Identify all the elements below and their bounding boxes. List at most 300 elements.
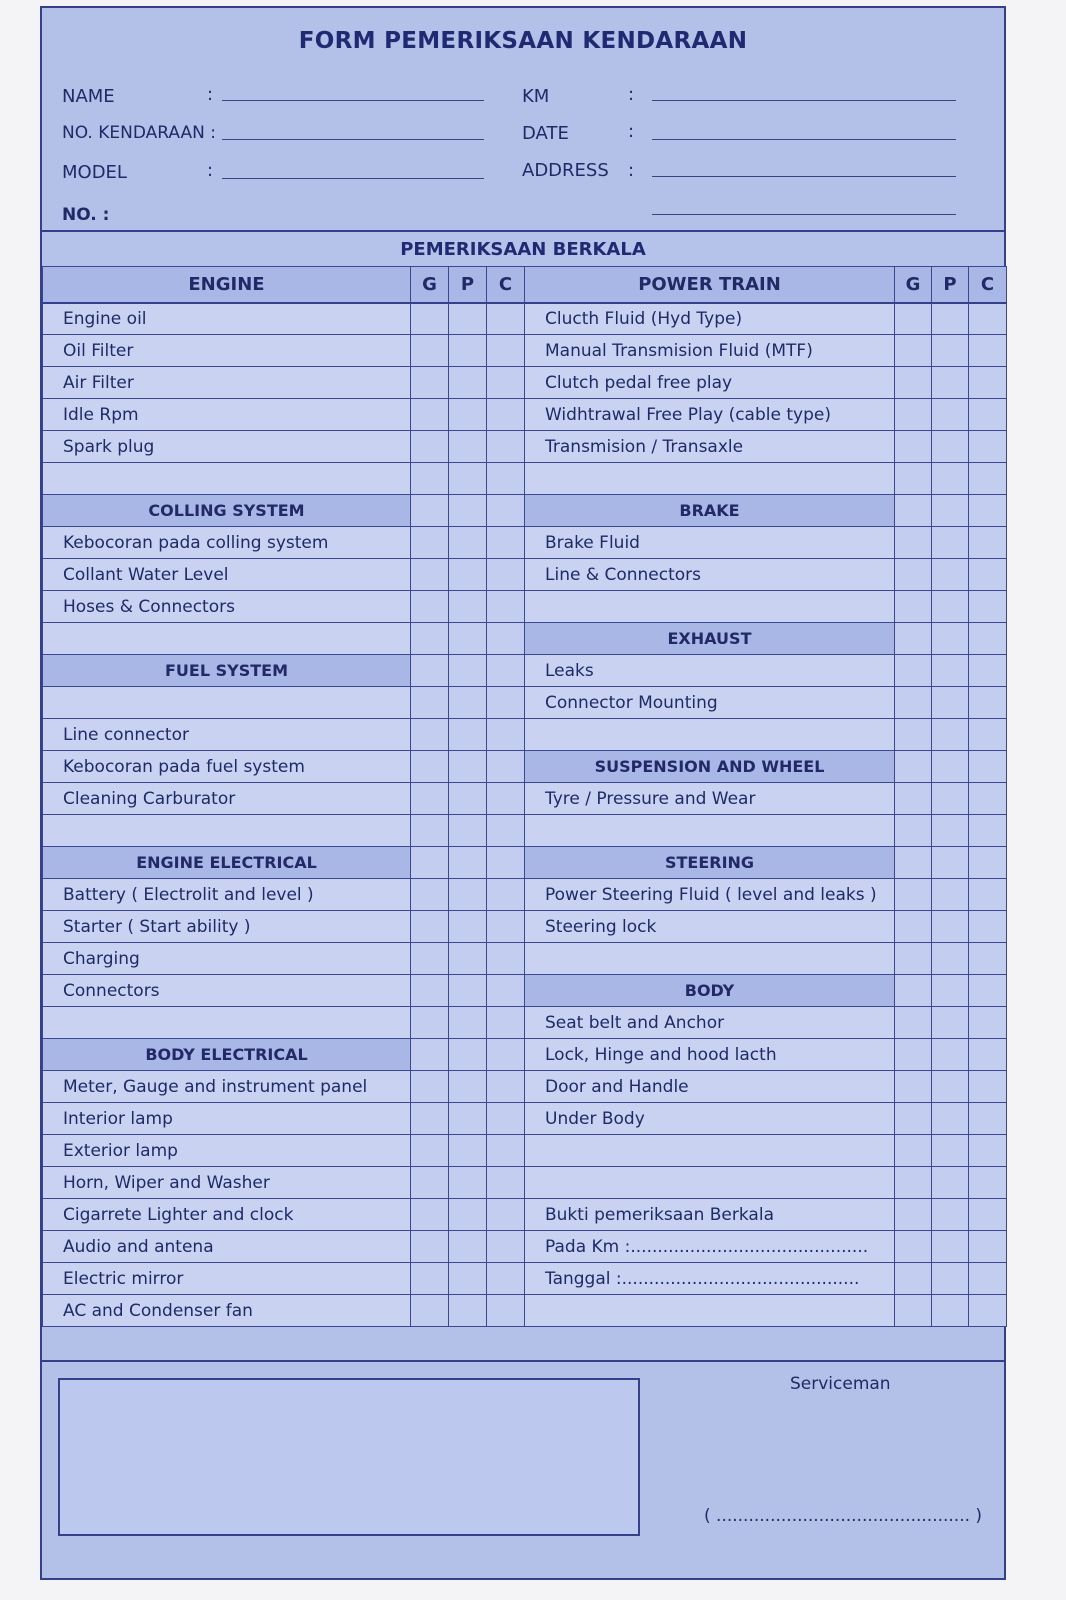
checkbox-g[interactable] [411, 495, 449, 527]
checkbox-c[interactable] [487, 943, 525, 975]
inspection-form [40, 6, 1006, 1580]
checkbox-c[interactable] [487, 335, 525, 367]
section-header: BRAKE [525, 495, 895, 527]
checkbox-c[interactable] [969, 1231, 1007, 1263]
notes-box[interactable] [58, 1378, 640, 1536]
checkbox-p[interactable] [932, 591, 969, 623]
checklist-row [525, 1199, 1007, 1231]
checklist-item-label [525, 1167, 895, 1199]
checklist-item-label: Steering lock [525, 911, 895, 943]
checkbox-p[interactable] [449, 911, 487, 943]
checkbox-c[interactable] [969, 303, 1007, 335]
checklist-item-label: Line & Connectors [525, 559, 895, 591]
left-checklist-table [42, 266, 525, 1327]
section-header: SUSPENSION AND WHEEL [525, 751, 895, 783]
checklist-row [525, 719, 1007, 751]
checkbox-g[interactable] [411, 879, 449, 911]
checkbox-c[interactable] [487, 1071, 525, 1103]
checkbox-p[interactable] [449, 783, 487, 815]
checkbox-p[interactable] [449, 879, 487, 911]
checkbox-c[interactable] [487, 1263, 525, 1295]
checkbox-g[interactable] [895, 783, 932, 815]
section-header: ENGINE ELECTRICAL [43, 847, 411, 879]
checkbox-g[interactable] [411, 751, 449, 783]
checkbox-p[interactable] [932, 879, 969, 911]
checkbox-p[interactable] [932, 1103, 969, 1135]
checkbox-c[interactable] [487, 303, 525, 335]
checklist-row [43, 463, 525, 495]
checkbox-p[interactable] [449, 719, 487, 751]
address-field[interactable] [652, 176, 956, 177]
checkbox-p[interactable] [449, 687, 487, 719]
checkbox-p[interactable] [932, 303, 969, 335]
checklist-row [43, 975, 525, 1007]
checkbox-p[interactable] [932, 1039, 969, 1071]
checkbox-p[interactable] [932, 943, 969, 975]
checkbox-g[interactable] [895, 431, 932, 463]
checkbox-c[interactable] [969, 911, 1007, 943]
checklist-row [525, 367, 1007, 399]
checkbox-p[interactable] [932, 1231, 969, 1263]
checkbox-c[interactable] [487, 463, 525, 495]
checkbox-p[interactable] [932, 1295, 969, 1327]
address-colon: : [628, 160, 635, 181]
section-row [43, 1039, 525, 1071]
section-row [525, 751, 1007, 783]
checkbox-g[interactable] [411, 1071, 449, 1103]
checkbox-c[interactable] [969, 751, 1007, 783]
checklist-row [525, 1263, 1007, 1295]
checkbox-p[interactable] [932, 847, 969, 879]
checkbox-c[interactable] [969, 527, 1007, 559]
checklist-item-label [525, 719, 895, 751]
checkbox-c[interactable] [487, 591, 525, 623]
checkbox-p[interactable] [449, 399, 487, 431]
checkbox-c[interactable] [969, 559, 1007, 591]
right-checklist-table [524, 266, 1007, 1327]
checkbox-g[interactable] [895, 687, 932, 719]
checklist-row [525, 943, 1007, 975]
checklist-item-label [525, 815, 895, 847]
checkbox-c[interactable] [969, 399, 1007, 431]
checkbox-p[interactable] [932, 1167, 969, 1199]
checkbox-g[interactable] [411, 1167, 449, 1199]
checkbox-p[interactable] [449, 815, 487, 847]
signature-line[interactable]: ( ............................................... ) [704, 1506, 983, 1526]
checkbox-c[interactable] [487, 815, 525, 847]
checkbox-g[interactable] [411, 559, 449, 591]
checkbox-g[interactable] [895, 1199, 932, 1231]
checkbox-p[interactable] [932, 431, 969, 463]
checkbox-g[interactable] [895, 1135, 932, 1167]
checklist-row [43, 1231, 525, 1263]
checkbox-p[interactable] [932, 1199, 969, 1231]
checkbox-g[interactable] [411, 655, 449, 687]
col-g-header: G [411, 267, 449, 303]
checkbox-c[interactable] [969, 1007, 1007, 1039]
checkbox-g[interactable] [411, 623, 449, 655]
checkbox-c[interactable] [969, 719, 1007, 751]
checkbox-p[interactable] [449, 1199, 487, 1231]
form-title: FORM PEMERIKSAAN KENDARAAN [298, 28, 748, 54]
checkbox-c[interactable] [969, 1039, 1007, 1071]
checkbox-c[interactable] [969, 1103, 1007, 1135]
checkbox-c[interactable] [487, 559, 525, 591]
engine-header: ENGINE [43, 267, 411, 303]
date-colon: : [628, 121, 635, 142]
checkbox-c[interactable] [969, 783, 1007, 815]
checkbox-g[interactable] [411, 783, 449, 815]
checkbox-p[interactable] [449, 367, 487, 399]
checklist-item-label: Clutch pedal free play [525, 367, 895, 399]
checkbox-p[interactable] [932, 559, 969, 591]
checkbox-c[interactable] [969, 943, 1007, 975]
checkbox-g[interactable] [895, 559, 932, 591]
checklist-row [43, 335, 525, 367]
checkbox-g[interactable] [411, 1263, 449, 1295]
checklist-item-label: Audio and antena [43, 1231, 411, 1263]
checkbox-c[interactable] [969, 1263, 1007, 1295]
checkbox-p[interactable] [449, 943, 487, 975]
checkbox-p[interactable] [449, 1231, 487, 1263]
checkbox-p[interactable] [932, 783, 969, 815]
checkbox-p[interactable] [449, 1167, 487, 1199]
km-label: KM [522, 86, 550, 107]
checkbox-g[interactable] [895, 655, 932, 687]
checkbox-g[interactable] [895, 879, 932, 911]
checkbox-p[interactable] [932, 975, 969, 1007]
checkbox-g[interactable] [895, 911, 932, 943]
checklist-item-label: Hoses & Connectors [43, 591, 411, 623]
checkbox-c[interactable] [969, 367, 1007, 399]
checklist-item-label: Horn, Wiper and Washer [43, 1167, 411, 1199]
km-field[interactable] [652, 100, 956, 101]
checkbox-c[interactable] [487, 1167, 525, 1199]
checkbox-p[interactable] [932, 463, 969, 495]
checklist-item-label: Tyre / Pressure and Wear [525, 783, 895, 815]
checkbox-c[interactable] [487, 911, 525, 943]
checkbox-p[interactable] [932, 655, 969, 687]
checklist-item-label: Leaks [525, 655, 895, 687]
checkbox-p[interactable] [932, 687, 969, 719]
checkbox-g[interactable] [411, 399, 449, 431]
name-field[interactable] [222, 100, 484, 101]
checkbox-p[interactable] [449, 1103, 487, 1135]
checklist-row [43, 1199, 525, 1231]
checkbox-g[interactable] [895, 527, 932, 559]
checkbox-g[interactable] [895, 303, 932, 335]
checkbox-p[interactable] [932, 527, 969, 559]
address-field-line2[interactable] [652, 214, 956, 215]
no-kendaraan-label: NO. KENDARAAN : [62, 123, 216, 143]
checkbox-p[interactable] [932, 751, 969, 783]
section-row [43, 847, 525, 879]
checklist-item-label: Battery ( Electrolit and level ) [43, 879, 411, 911]
checklist-item-label: Widhtrawal Free Play (cable type) [525, 399, 895, 431]
checklist-item-label: Tanggal :............................................ [525, 1263, 895, 1295]
checkbox-g[interactable] [411, 527, 449, 559]
checklist-item-label: Lock, Hinge and hood lacth [525, 1039, 895, 1071]
checklist-row [525, 911, 1007, 943]
checkbox-g[interactable] [411, 1199, 449, 1231]
checkbox-p[interactable] [449, 623, 487, 655]
checkbox-g[interactable] [411, 1231, 449, 1263]
checklist-item-label [525, 463, 895, 495]
checkbox-c[interactable] [969, 687, 1007, 719]
checklist-row [43, 527, 525, 559]
checklist-item-label: Electric mirror [43, 1263, 411, 1295]
checkbox-g[interactable] [895, 975, 932, 1007]
date-label: DATE [522, 123, 569, 144]
checkbox-p[interactable] [449, 1295, 487, 1327]
checklist-item-label: Connector Mounting [525, 687, 895, 719]
checkbox-g[interactable] [895, 1295, 932, 1327]
section-header: COLLING SYSTEM [43, 495, 411, 527]
checkbox-c[interactable] [487, 1007, 525, 1039]
checkbox-g[interactable] [895, 623, 932, 655]
checkbox-p[interactable] [449, 1135, 487, 1167]
checkbox-g[interactable] [411, 431, 449, 463]
section-row [43, 655, 525, 687]
checkbox-c[interactable] [487, 1295, 525, 1327]
checkbox-c[interactable] [969, 879, 1007, 911]
checkbox-p[interactable] [932, 1263, 969, 1295]
checkbox-g[interactable] [895, 591, 932, 623]
power-train-header: POWER TRAIN [525, 267, 895, 303]
model-label: MODEL [62, 162, 127, 183]
checkbox-c[interactable] [487, 1199, 525, 1231]
checkbox-p[interactable] [932, 1135, 969, 1167]
checkbox-p[interactable] [932, 367, 969, 399]
checkbox-g[interactable] [411, 1039, 449, 1071]
checklist-row [43, 751, 525, 783]
checkbox-p[interactable] [449, 975, 487, 1007]
checklist-row [43, 783, 525, 815]
checkbox-c[interactable] [969, 1199, 1007, 1231]
checklist-item-label [43, 463, 411, 495]
section-header: EXHAUST [525, 623, 895, 655]
checkbox-c[interactable] [487, 975, 525, 1007]
checkbox-c[interactable] [969, 591, 1007, 623]
checklist-item-label [525, 1135, 895, 1167]
checkbox-g[interactable] [411, 367, 449, 399]
checkbox-c[interactable] [487, 687, 525, 719]
checklist-row [525, 303, 1007, 335]
checkbox-p[interactable] [449, 1007, 487, 1039]
checkbox-c[interactable] [969, 335, 1007, 367]
checkbox-c[interactable] [487, 1103, 525, 1135]
checkbox-g[interactable] [895, 1263, 932, 1295]
checkbox-c[interactable] [487, 751, 525, 783]
checkbox-p[interactable] [449, 591, 487, 623]
checkbox-c[interactable] [487, 655, 525, 687]
checklist-item-label: Meter, Gauge and instrument panel [43, 1071, 411, 1103]
checkbox-c[interactable] [969, 1135, 1007, 1167]
checklist-item-label: Clucth Fluid (Hyd Type) [525, 303, 895, 335]
col-p-header: P [932, 267, 969, 303]
checkbox-p[interactable] [932, 815, 969, 847]
checklist-row [525, 1135, 1007, 1167]
checklist-row [525, 335, 1007, 367]
name-label: NAME [62, 86, 115, 107]
checklist-item-label: Connectors [43, 975, 411, 1007]
right-header-row [525, 267, 1007, 303]
no-kendaraan-field[interactable] [222, 139, 484, 140]
checkbox-g[interactable] [895, 1167, 932, 1199]
checkbox-g[interactable] [895, 399, 932, 431]
checkbox-g[interactable] [411, 719, 449, 751]
checkbox-g[interactable] [411, 1295, 449, 1327]
checkbox-p[interactable] [449, 1263, 487, 1295]
checklist-row [525, 1039, 1007, 1071]
section-row [525, 495, 1007, 527]
checkbox-c[interactable] [487, 1135, 525, 1167]
date-field[interactable] [652, 139, 956, 140]
checkbox-c[interactable] [487, 719, 525, 751]
checklist-row [43, 911, 525, 943]
checkbox-g[interactable] [895, 367, 932, 399]
checkbox-g[interactable] [895, 815, 932, 847]
checklist-row [43, 1007, 525, 1039]
checkbox-c[interactable] [487, 1039, 525, 1071]
no-label: NO. : [62, 205, 110, 225]
checkbox-g[interactable] [411, 1135, 449, 1167]
checkbox-g[interactable] [411, 847, 449, 879]
checkbox-p[interactable] [449, 527, 487, 559]
checkbox-g[interactable] [895, 751, 932, 783]
checkbox-c[interactable] [487, 783, 525, 815]
footer-area [42, 1360, 1004, 1578]
checkbox-g[interactable] [411, 975, 449, 1007]
checklist-item-label: Door and Handle [525, 1071, 895, 1103]
checkbox-p[interactable] [449, 303, 487, 335]
checkbox-p[interactable] [449, 495, 487, 527]
checklist-row [43, 719, 525, 751]
checkbox-c[interactable] [487, 399, 525, 431]
checklist-row [43, 303, 525, 335]
checkbox-p[interactable] [932, 495, 969, 527]
checkbox-g[interactable] [895, 719, 932, 751]
checkbox-p[interactable] [449, 847, 487, 879]
checkbox-p[interactable] [932, 911, 969, 943]
checkbox-p[interactable] [932, 719, 969, 751]
checkbox-g[interactable] [411, 591, 449, 623]
checklist-row [525, 1167, 1007, 1199]
checkbox-g[interactable] [895, 1103, 932, 1135]
checkbox-g[interactable] [411, 335, 449, 367]
checkbox-c[interactable] [487, 879, 525, 911]
checkbox-g[interactable] [411, 1007, 449, 1039]
checkbox-c[interactable] [969, 655, 1007, 687]
checklist-item-label [525, 591, 895, 623]
checkbox-p[interactable] [932, 1007, 969, 1039]
checkbox-g[interactable] [895, 1231, 932, 1263]
col-p-header: P [449, 267, 487, 303]
checklist-item-label: Starter ( Start ability ) [43, 911, 411, 943]
checkbox-g[interactable] [895, 1071, 932, 1103]
checkbox-c[interactable] [487, 431, 525, 463]
checkbox-p[interactable] [932, 1071, 969, 1103]
checkbox-g[interactable] [411, 1103, 449, 1135]
checkbox-p[interactable] [449, 1039, 487, 1071]
checkbox-g[interactable] [411, 303, 449, 335]
checkbox-c[interactable] [969, 431, 1007, 463]
checkbox-p[interactable] [449, 1071, 487, 1103]
section-header: BODY [525, 975, 895, 1007]
checkbox-p[interactable] [449, 463, 487, 495]
checklist-row [525, 1071, 1007, 1103]
checklist-item-label: Charging [43, 943, 411, 975]
checkbox-c[interactable] [487, 367, 525, 399]
checkbox-g[interactable] [895, 335, 932, 367]
checkbox-p[interactable] [449, 335, 487, 367]
checklist-row [43, 591, 525, 623]
checkbox-c[interactable] [487, 527, 525, 559]
checkbox-c[interactable] [969, 815, 1007, 847]
col-c-header: C [969, 267, 1007, 303]
checkbox-p[interactable] [449, 559, 487, 591]
checkbox-c[interactable] [969, 463, 1007, 495]
checkbox-g[interactable] [895, 463, 932, 495]
checklist-item-label [525, 1295, 895, 1327]
checkbox-c[interactable] [487, 623, 525, 655]
section-title: PEMERIKSAAN BERKALA [42, 230, 1004, 270]
checklist-row [525, 1231, 1007, 1263]
checkbox-g[interactable] [411, 463, 449, 495]
checkbox-p[interactable] [932, 335, 969, 367]
checklist-row [43, 559, 525, 591]
checklist-item-label: Bukti pemeriksaan Berkala [525, 1199, 895, 1231]
checkbox-c[interactable] [969, 623, 1007, 655]
checklist-row [525, 879, 1007, 911]
checkbox-p[interactable] [449, 751, 487, 783]
checklist-item-label: Under Body [525, 1103, 895, 1135]
checkbox-c[interactable] [969, 1167, 1007, 1199]
checkbox-g[interactable] [895, 495, 932, 527]
checkbox-g[interactable] [895, 1039, 932, 1071]
checkbox-p[interactable] [449, 655, 487, 687]
km-colon: : [628, 84, 635, 105]
left-header-row [43, 267, 525, 303]
checkbox-c[interactable] [487, 495, 525, 527]
checklist-item-label: Exterior lamp [43, 1135, 411, 1167]
checkbox-c[interactable] [969, 975, 1007, 1007]
checkbox-g[interactable] [411, 815, 449, 847]
checkbox-p[interactable] [932, 399, 969, 431]
checkbox-c[interactable] [969, 1071, 1007, 1103]
checkbox-c[interactable] [969, 495, 1007, 527]
checkbox-c[interactable] [487, 1231, 525, 1263]
checkbox-g[interactable] [895, 1007, 932, 1039]
checkbox-g[interactable] [411, 687, 449, 719]
checkbox-p[interactable] [449, 431, 487, 463]
checkbox-c[interactable] [969, 1295, 1007, 1327]
checklist-row [525, 463, 1007, 495]
checklist-row [525, 431, 1007, 463]
col-c-header: C [487, 267, 525, 303]
checkbox-g[interactable] [895, 943, 932, 975]
checklist-row [43, 1263, 525, 1295]
checkbox-p[interactable] [932, 623, 969, 655]
checkbox-c[interactable] [487, 847, 525, 879]
checklist-item-label: Power Steering Fluid ( level and leaks ) [525, 879, 895, 911]
checkbox-g[interactable] [411, 943, 449, 975]
checkbox-g[interactable] [895, 847, 932, 879]
checklist-item-label [43, 815, 411, 847]
checkbox-c[interactable] [969, 847, 1007, 879]
model-field[interactable] [222, 178, 484, 179]
checkbox-g[interactable] [411, 911, 449, 943]
